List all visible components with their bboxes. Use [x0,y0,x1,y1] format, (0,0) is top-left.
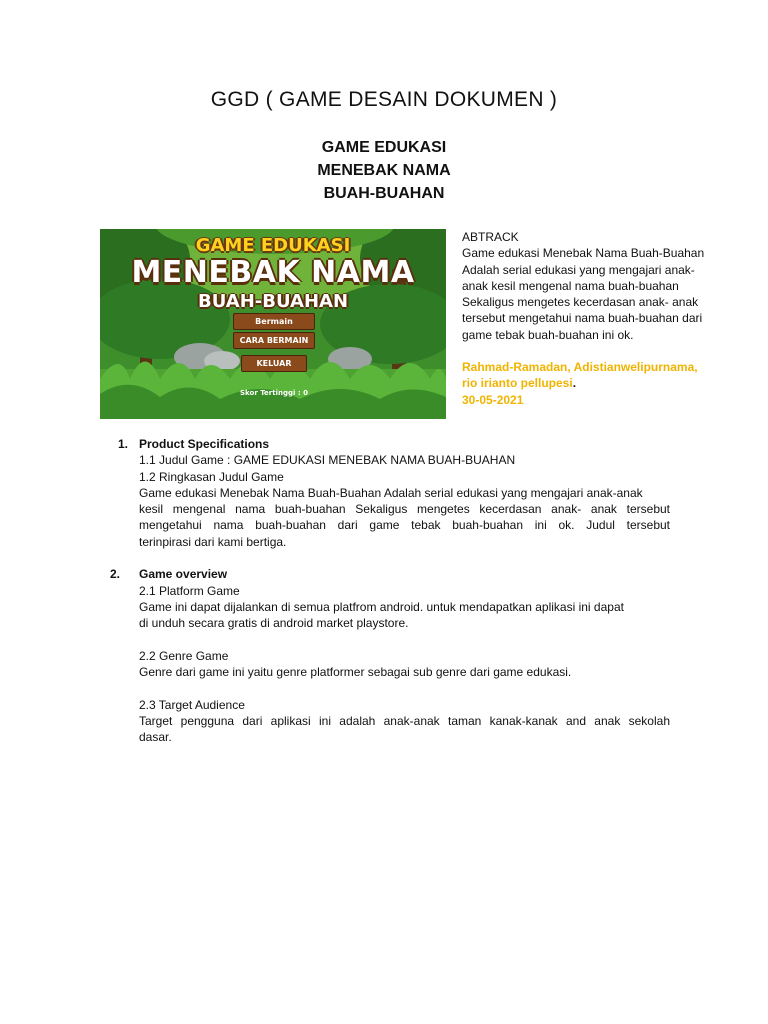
abstract-block [462,229,732,408]
platform-line: Game ini dapat dijalankan di semua platfrom android. untuk mendapatkan aplikasi ini dapat [139,599,624,614]
section-title: Game overview [139,567,228,582]
document-body [100,436,670,746]
abstract-line: Sekaligus mengetes kecerdasan anak- anak [462,295,699,310]
play-button[interactable]: Bermain [233,313,315,330]
game-title [0,136,768,205]
abstract-heading: ABTRACK [462,230,519,244]
section-number: 2. [110,567,121,582]
screenshot-title-line1: GAME EDUKASI [195,235,351,256]
authors-line-text: rio irianto pellupesi [462,376,573,391]
section-game-overview [100,566,670,745]
section-product-specifications [100,436,670,550]
abstract-line: Game edukasi Menebak Nama Buah-Buahan [462,246,705,261]
authors-line [462,375,732,391]
game-title-line: BUAH-BUAHAN [323,185,445,202]
abstract-line: Adalah serial edukasi yang mengajari anak- [462,262,695,277]
audience-line: Target pengguna dari aplikasi ini adalah anak-anak taman kanak-kanak and anak sekolah [139,714,670,729]
subsection-title: 1.1 Judul Game : GAME EDUKASI MENEBAK NAMA BUAH-BUAHAN [139,453,516,468]
summary-line: mengetahui nama buah-buahan dari game tebak buah-buahan ini ok. Judul tersebut [139,518,670,533]
abstract-line: game tebak buah-buahan ini ok. [462,327,634,342]
document-date: 30-05-2021 [462,392,524,407]
abstract-line: anak kesil mengenal nama buah-buahan [462,278,679,293]
section-number: 1. [118,437,129,451]
document-title: GGD ( GAME DESAIN DOKUMEN ) [210,88,558,111]
screenshot-title-line2: MENEBAK NAMA [131,255,415,290]
game-screenshot [100,229,446,419]
summary-line: Game edukasi Menebak Nama Buah-Buahan Adalah serial edukasi yang mengajari anak-anak [139,485,643,500]
summary-line: terinpirasi dari kami bertiga. [139,534,287,549]
subsection-title: 2.3 Target Audience [139,697,245,712]
subsection-title: 2.1 Platform Game [139,583,240,598]
audience-line: dasar. [139,730,172,745]
game-title-line: MENEBAK NAMA [317,162,451,179]
authors-line: Rahmad-Ramadan, Adistianwelipurnama, [462,360,698,375]
subsection-title: 2.2 Genre Game [139,648,229,663]
how-to-play-button[interactable]: CARA BERMAIN [233,332,315,349]
subsection-title: 1.2 Ringkasan Judul Game [139,469,284,484]
section-heading [100,566,670,582]
screenshot-title-line3: BUAH-BUAHAN [197,291,349,312]
summary-line: kesil mengenal nama buah-buahan Sekaligus mengetes kecerdasan anak- anak tersebut [139,502,670,517]
abstract-line: tersebut mengetahui nama buah-buahan dari [462,311,703,326]
high-score-label: Skor Tertinggi : 0 [240,389,308,397]
authors-period: . [572,376,577,391]
section-heading [100,436,670,452]
platform-line: di unduh secara gratis di android market playstore. [139,616,409,631]
exit-button[interactable]: KELUAR [241,355,307,372]
game-title-line: GAME EDUKASI [321,139,447,156]
section-title: Product Specifications [139,437,270,451]
genre-line: Genre dari game ini yaitu genre platformer sebagai sub genre dari game edukasi. [139,665,572,680]
